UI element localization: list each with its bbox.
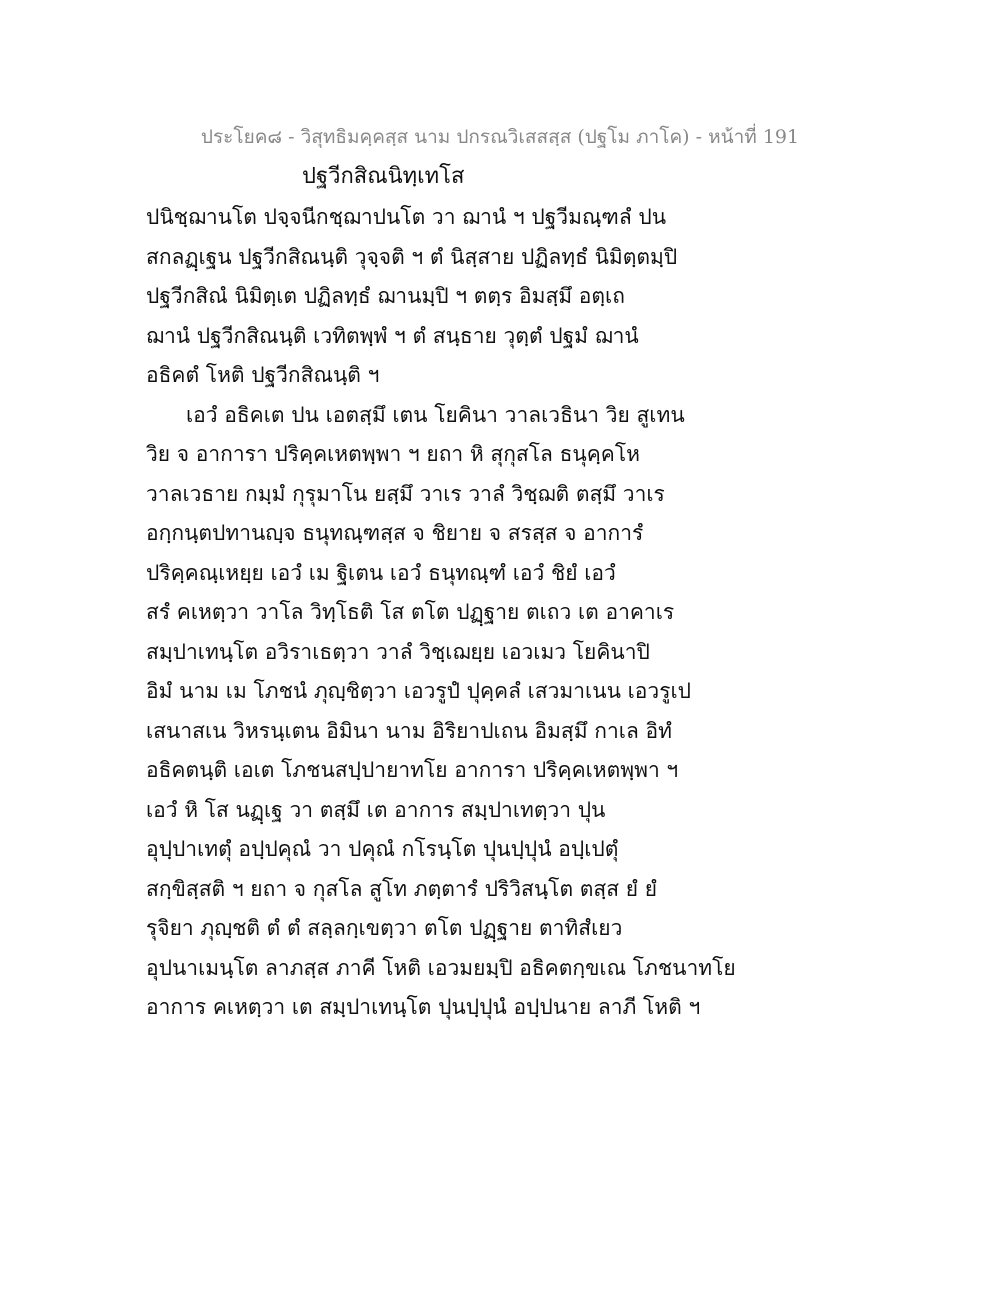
text-line: อธิคตํ โหติ ปฐวีกสิณนฺติ ฯ [146,363,380,387]
text-line: อุปฺปาเทตุํ อปฺปคุณํ วา ปคุณํ กโรนฺโต ปุนปฺปุนํ อปฺเปตุํ [146,837,619,861]
text-line: วาลเวธาย กมฺมํ กุรุมาโน ยสฺมึ วาเร วาลํ วิชฺฌติ ตสฺมึ วาเร [146,481,665,506]
text-line: ปนิชฺฌานโต ปจฺจนีกชฺฌาปนโต วา ฌานํ ฯ ปฐวีมณฺฑลํ ปน [146,205,667,229]
text-line: สกลฏฺเฐน ปฐวีกสิณนฺติ วุจฺจติ ฯ ตํ นิสฺสาย ปฏิลทฺธํ นิมิตฺตมฺปิ [146,244,678,269]
text-line: อธิคตนฺติ เอเต โภชนสปฺปายาทโย อาการา ปริคฺคเหตพฺพา ฯ [146,758,679,782]
text-line: ปริคฺคณฺเหยฺย เอวํ เม ฐิเตน เอวํ ธนุทณฺฑํ เอวํ ชิยํ เอวํ [146,560,616,585]
text-line: อกฺกนฺตปทานญฺจ ธนุทณฺฑสฺส จ ชิยาย จ สรสฺส จ อาการํ [146,521,644,545]
text-line: ปฐวีกสิณํ นิมิตฺเต ปฏิลทฺธํ ฌานมฺปิ ฯ ตตฺร อิมสฺมึ อตฺเถ [146,284,625,308]
text-line: สกฺขิสฺสติ ฯ ยถา จ กุสโล สูโท ภตฺตารํ ปริวิสนฺโต ตสฺส ยํ ยํ [146,876,658,901]
page-header-text: ประโยค๘ - วิสุทธิมคฺคสฺส นาม ปกรณวิเสสสฺส (ปฐโม ภาโค) - หน้าที่ 191 [200,126,800,148]
text-line: อุปนาเมนฺโต ลาภสฺส ภาคี โหติ เอวมยมฺปิ อธิคตกฺขเณ โภชนาทโย [146,955,736,980]
text-line: เอวํ หิ โส นฏฺเฐ วา ตสฺมึ เต อาการ สมฺปาเทตฺวา ปุน [146,797,606,822]
body-text [146,198,736,1028]
text-line: รุจิยา ภุญฺชติ ตํ ตํ สลฺลกฺเขตฺวา ตโต ปฏฺฐาย ตาทิสํเยว [146,916,623,940]
text-line: อิมํ นาม เม โภชนํ ภุญฺชิตฺวา เอวรูปํ ปุคฺคลํ เสวมาเนน เอวรูเป [146,679,691,703]
section-title: ปฐวีกสิณนิทฺเทโส [302,164,465,189]
text-line: ฌานํ ปฐวีกสิณนฺติ เวทิตพฺพํ ฯ ตํ สนฺธาย วุตฺตํ ปฐมํ ฌานํ [146,323,639,348]
text-line: เสนาสเน วิหรนฺเตน อิมินา นาม อิริยาปเถน อิมสฺมึ กาเล อิทํ [146,718,672,743]
text-line: อาการ คเหตฺวา เต สมฺปาเทนฺโต ปุนปฺปุนํ อปฺปนาย ลาภี โหติ ฯ [146,995,701,1019]
page-header [0,122,1000,152]
paragraph-start-line: เอวํ อธิคเต ปน เอตสฺมึ เตน โยคินา วาลเวธินา วิย สูเทน [186,402,685,427]
text-line: สมฺปาเทนฺโต อวิราเธตฺวา วาลํ วิชฺเฌยฺย เอวเมว โยคินาปิ [146,639,650,664]
text-line: สรํ คเหตฺวา วาโล วิทฺโธติ โส ตโต ปฏฺฐาย ตเถว เต อาคาเร [146,600,675,624]
text-line: วิย จ อาการา ปริคฺคเหตพฺพา ฯ ยถา หิ สุกุสโล ธนุคฺคโห [146,442,640,466]
